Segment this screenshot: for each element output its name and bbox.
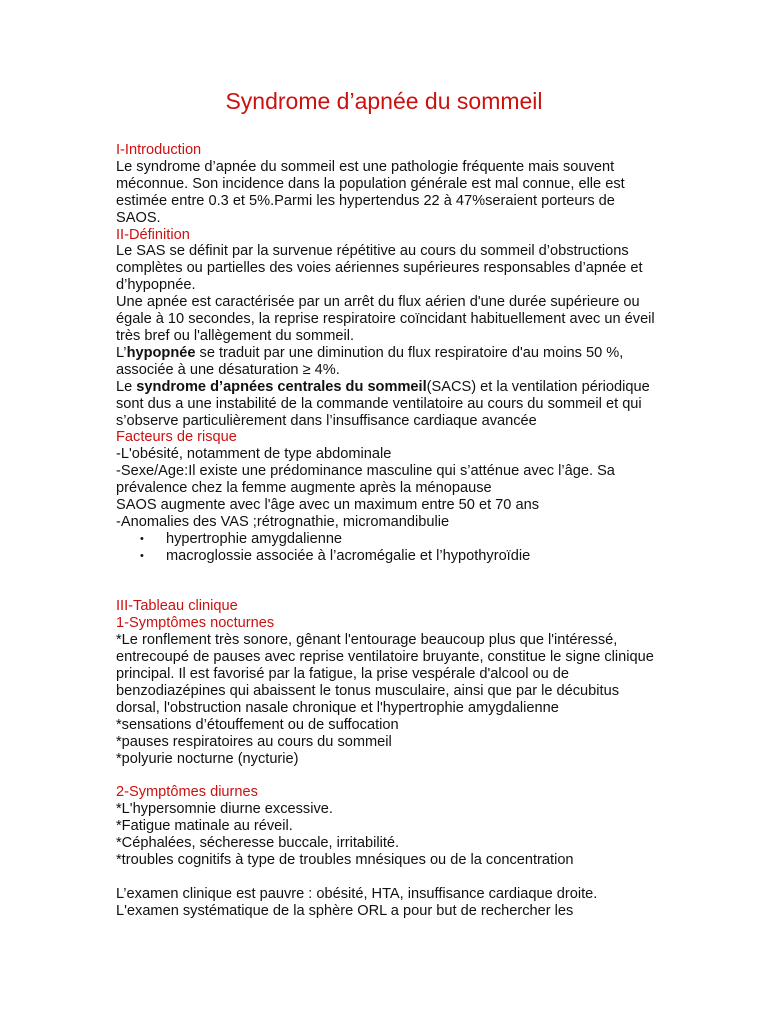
risk-line: -Sexe/Age:Il existe une prédominance masculine qui s’atténue avec l’âge. Sa prévalence chez la femme augmente après la ménopause: [116, 463, 615, 497]
section-heading-risk-factors: Facteurs de risque: [116, 429, 237, 446]
night-symptom-item: *sensations d’étouffement ou de suffocation: [116, 716, 399, 733]
sacs-term: syndrome d’apnées centrales du sommeil: [136, 378, 427, 395]
section-heading-introduction: I-Introduction: [116, 142, 202, 158]
p4-prefix: Le: [116, 378, 137, 395]
spacer: [116, 768, 656, 785]
section-heading-clinical: III-Tableau clinique: [116, 598, 238, 615]
definition-paragraph-2: Une apnée est caractérisée par un arrêt du flux aérien d'une durée supérieure ou égale à 10 secondes, la reprise respiratoire coïncidant habituellement avec un éveil très bref ou l'allègement du sommeil.: [116, 294, 655, 344]
list-item: [116, 531, 656, 548]
spacer: [116, 869, 656, 886]
night-symptom-item: *Le ronflement très sonore, gênant l'entourage beaucoup plus que l'intéressé, entrecoupé de pauses avec reprise ventilatoire bruyante, constitue le signe clinique principal. Il est favorisé par la fatigue, la prise vespérale d'alcool ou de benzodiazépines qui abaissent le tonus musculaire, ainsi que par le décubitus dorsal, l'obstruction nasale chronique et l'hypertrophie amygdalienne: [116, 632, 654, 716]
day-symptom-item: *L'hypersomnie diurne excessive.: [116, 801, 333, 818]
risk-line: SAOS augmente avec l'âge avec un maximum entre 50 et 70 ans: [116, 497, 539, 514]
subheading-day-symptoms: 2-Symptômes diurnes: [116, 784, 258, 801]
night-symptom-item: *polyurie nocturne (nycturie): [116, 750, 299, 767]
night-symptom-item: *pauses respiratoires au cours du sommeil: [116, 733, 392, 750]
p3-prefix: L’: [116, 344, 127, 361]
bullet-icon: •: [140, 532, 144, 545]
definition-paragraph-3: [116, 345, 656, 379]
risk-line: -L'obésité, notamment de type abdominale: [116, 446, 392, 463]
definition-paragraph-1: Le SAS se définit par la survenue répétitive au cours du sommeil d’obstructions complètes ou partielles des voies aériennes supérieures responsables d’apnée et d’hypopnée.: [116, 243, 643, 294]
p3-rest: se traduit par une diminution du flux respiratoire d'au moins 50 %, associée à une désaturation ≥ 4%.: [116, 344, 624, 378]
hypopnee-term: hypopnée: [126, 344, 196, 361]
spacer: [116, 582, 656, 599]
bullet-icon: •: [140, 549, 144, 562]
day-symptom-item: *troubles cognitifs à type de troubles mnésiques ou de la concentration: [116, 852, 574, 869]
document-body: [116, 142, 656, 920]
day-symptom-item: *Fatigue matinale au réveil.: [116, 818, 293, 835]
page-title: Syndrome d’apnée du sommeil: [225, 88, 543, 114]
exam-line: L’examen clinique est pauvre : obésité, HTA, insuffisance cardiaque droite.: [116, 885, 598, 902]
p4-rest: (SACS) et la ventilation périodique sont dus a une instabilité de la commande ventilatoire au cours du sommeil et qui s’observe particulièrement dans l’insuffisance cardiaque avancée: [116, 378, 650, 429]
day-symptom-item: *Céphalées, sécheresse buccale, irritabilité.: [116, 835, 400, 852]
bullet-text: macroglossie associée à l’acromégalie et l’hypothyroïdie: [166, 547, 531, 564]
section-heading-definition: II-Définition: [116, 226, 190, 243]
list-item: [116, 548, 656, 565]
spacer: [116, 565, 656, 582]
intro-paragraph: Le syndrome d’apnée du sommeil est une pathologie fréquente mais souvent méconnue. Son incidence dans la population générale est mal connue, elle est estimée entre 0.3 et 5%.Parmi les hypertendus 22 à 47%seraient porteurs de SAOS.: [116, 158, 625, 226]
risk-bullet-list: [116, 531, 656, 565]
exam-line: L'examen systématique de la sphère ORL a pour but de rechercher les: [116, 902, 574, 919]
risk-line: -Anomalies des VAS ;rétrognathie, micromandibulie: [116, 513, 450, 530]
definition-paragraph-4: [116, 379, 656, 430]
bullet-text: hypertrophie amygdalienne: [166, 530, 343, 547]
subheading-night-symptoms: 1-Symptômes nocturnes: [116, 615, 275, 632]
